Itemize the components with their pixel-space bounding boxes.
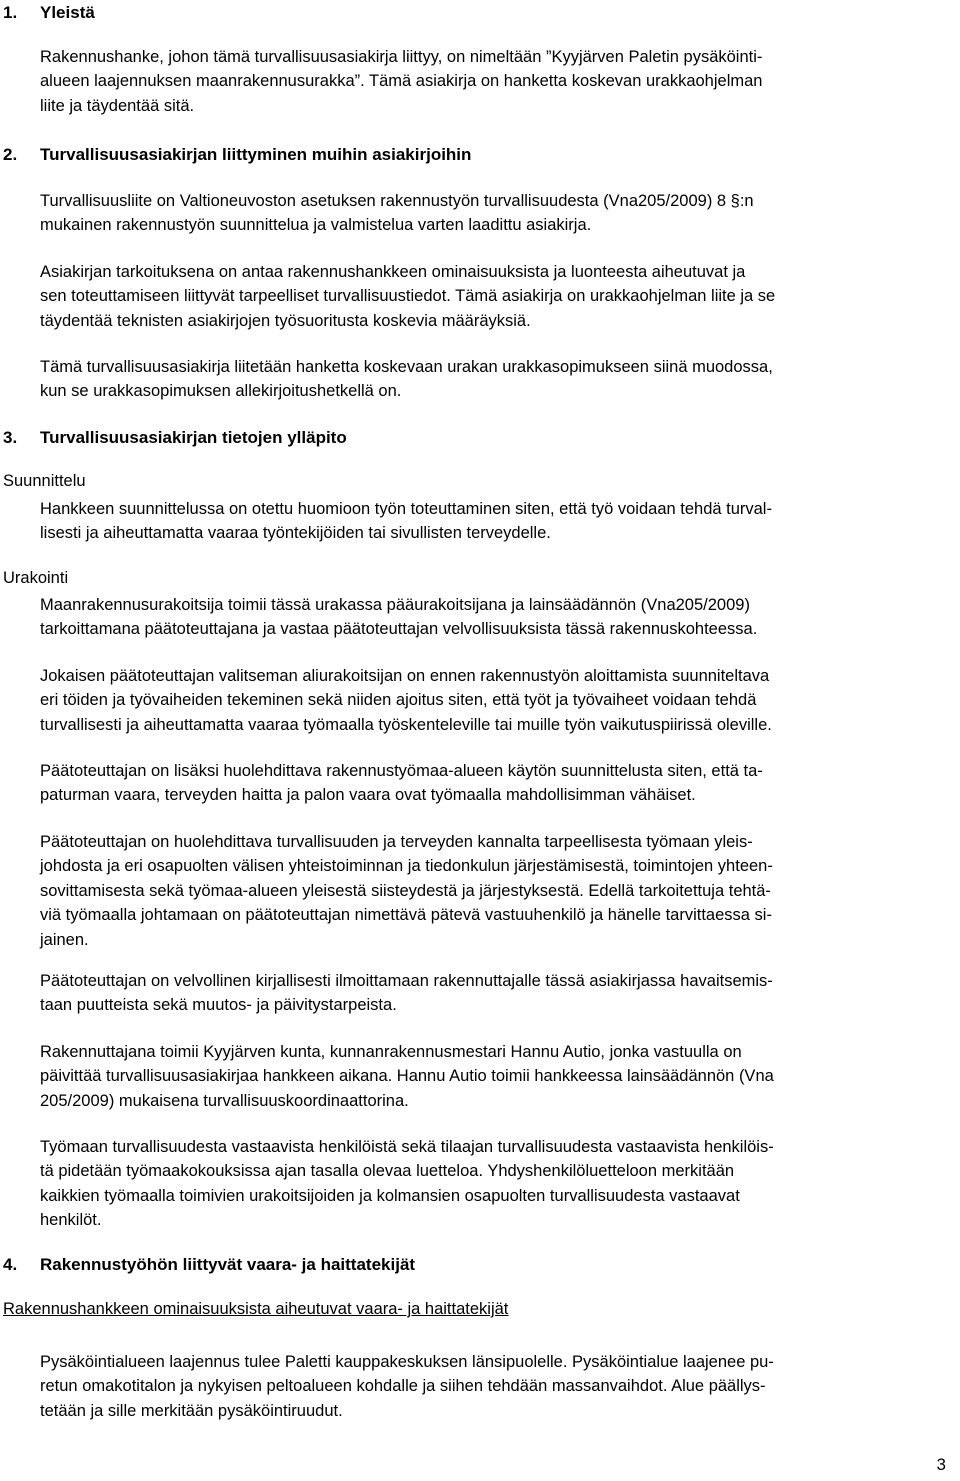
text-line: Päätoteuttajan on lisäksi huolehdittava rakennustyömaa-alueen käytön suunnittelusta siten, että ta- (40, 762, 763, 780)
text-line: sen toteuttamiseen liittyvät tarpeelliset turvallisuustiedot. Tämä asiakirja on urakkaohjelman liite ja se (40, 287, 776, 306)
text-line: lisesti ja aiheuttamatta vaaraa työntekijöiden tai sivullisten terveydelle. (40, 524, 551, 543)
section-number: 4. (3, 1255, 18, 1274)
section-2-paragraph-2 (40, 260, 775, 333)
section-title: Turvallisuusasiakirjan liittyminen muihin asiakirjoihin (40, 145, 472, 164)
text-line: täydentää teknisten asiakirjojen työsuoritusta koskevia määräyksiä. (40, 311, 531, 330)
text-line: taan puutteista sekä muutos- ja päivitystarpeista. (40, 996, 397, 1015)
text-line: Tämä turvallisuusasiakirja liitetään hanketta koskevaan urakan urakkasopimukseen siinä muodossa, (40, 358, 773, 376)
text-line: paturman vaara, terveyden haitta ja palon vaara ovat työmaalla mahdollisimman vähäiset. (40, 786, 696, 805)
text-line: Jokaisen päätoteuttajan valitseman aliurakoitsijan on ennen rakennustyön aloittamista suunniteltava (40, 667, 770, 685)
urakointi-paragraph-7 (40, 1135, 774, 1233)
section-title: Rakennustyöhön liittyvät vaara- ja haittatekijät (40, 1255, 416, 1274)
text-line: liite ja täydentää sitä. (40, 96, 195, 115)
text-line: Hankkeen suunnittelussa on otettu huomioon työn toteuttaminen siten, että työ voidaan tehdä turval- (40, 500, 772, 518)
text-line: eri töiden ja työvaiheiden tekeminen sekä niiden ajoitus siten, että työt ja työvaiheet voidaan tehdä (40, 691, 757, 710)
urakointi-paragraph-2 (40, 664, 772, 737)
urakointi-paragraph-6 (40, 1040, 774, 1113)
section-title: Turvallisuusasiakirjan tietojen ylläpito (40, 428, 347, 447)
urakointi-paragraph-3 (40, 759, 763, 808)
section-title: Yleistä (40, 3, 95, 22)
suunnittelu-paragraph (40, 497, 772, 546)
text-line: Päätoteuttajan on huolehdittava turvallisuuden ja terveyden kannalta tarpeellisesta työmaan yleis- (40, 833, 753, 851)
text-line: turvallisesti ja aiheuttamatta vaaraa työmaalla työskenteleville tai muille työn vaikutuspiirissä oleville. (40, 715, 772, 734)
text-line: Maanrakennusurakoitsija toimii tässä urakassa pääurakoitsijana ja lainsäädännön (Vna205/2009) (40, 596, 750, 614)
text-line: kun se urakkasopimuksen allekirjoitushetkellä on. (40, 382, 402, 401)
text-line: sovittamisesta sekä työmaa-alueen yleisestä siisteydestä ja järjestyksestä. Edellä tarkoitettuja tehtä- (40, 881, 771, 900)
text-line: Rakennuttajana toimii Kyyjärven kunta, kunnanrakennusmestari Hannu Autio, jonka vastuulla on (40, 1043, 742, 1061)
section-1-paragraph (40, 45, 762, 118)
text-line: Pysäköintialueen laajennus tulee Paletti kauppakeskuksen länsipuolelle. Pysäköintialue laajenee pu- (40, 1353, 774, 1371)
section-2-paragraph-3 (40, 355, 773, 404)
section-number: 3. (3, 428, 18, 447)
text-line: tetään ja sille merkitään pysäköintiruudut. (40, 1401, 343, 1420)
text-line: viä työmaalla johtamaan on päätoteuttajan nimettävä pätevä vastuuhenkilö ja hänelle tarvittaessa si- (40, 906, 772, 925)
text-line: Turvallisuusliite on Valtioneuvoston asetuksen rakennustyön turvallisuudesta (Vna205/2009) 8 §:n (40, 192, 754, 210)
text-line: Työmaan turvallisuudesta vastaavista henkilöistä sekä tilaajan turvallisuudesta vastaavista henkilöis- (40, 1138, 774, 1156)
text-line: jainen. (40, 930, 89, 949)
text-line: Päätoteuttajan on velvollinen kirjallisesti ilmoittamaan rakennuttajalle tässä asiakirjassa havaitsemis- (40, 972, 773, 990)
urakointi-paragraph-5 (40, 969, 773, 1018)
text-line: tarkoittamana päätoteuttajana ja vastaa päätoteuttajan velvollisuuksista tässä rakennuskohteessa. (40, 620, 758, 639)
section-2-paragraph-1 (40, 189, 754, 238)
text-line: Rakennushanke, johon tämä turvallisuusasiakirja liittyy, on nimeltään ”Kyyjärven Paletin pysäköinti- (40, 48, 763, 66)
urakointi-paragraph-1 (40, 593, 757, 642)
subsection-label-suunnittelu: Suunnittelu (3, 472, 86, 490)
text-line: henkilöt. (40, 1211, 102, 1230)
text-line: tä pidetään työmaakokouksissa ajan tasalla olevaa luetteloa. Yhdyshenkilöluetteloon merkitään (40, 1162, 735, 1181)
text-line: 205/2009) mukaisena turvallisuuskoordinaattorina. (40, 1091, 409, 1110)
text-line: päivittää turvallisuusasiakirjaa hankkeen aikana. Hannu Autio toimii hankkeessa lainsäädännön (Vna (40, 1067, 774, 1086)
page-number: 3 (936, 1455, 946, 1474)
text-line: Asiakirjan tarkoituksena on antaa rakennushankkeen ominaisuuksista ja luonteesta aiheutuvat ja (40, 263, 746, 281)
subsection-label-urakointi: Urakointi (3, 569, 69, 587)
text-line: johdosta ja eri osapuolten välisen yhteistoiminnan ja tiedonkulun järjestämisestä, toimintojen yhteen- (40, 857, 773, 876)
section-4-subheading: Rakennushankkeen ominaisuuksista aiheutuvat vaara- ja haittatekijät (3, 1300, 509, 1318)
text-line: alueen laajennuksen maanrakennusurakka”. Tämä asiakirja on hanketta koskevan urakkaohjelman (40, 72, 763, 91)
section-number: 1. (3, 3, 18, 22)
section-4-paragraph-1 (40, 1350, 774, 1423)
urakointi-paragraph-4 (40, 830, 773, 952)
text-line: kaikkien työmaalla toimivien urakoitsijoiden ja kolmansien osapuolten turvallisuudesta vastaavat (40, 1186, 740, 1205)
section-number: 2. (3, 145, 18, 164)
text-line: retun omakotitalon ja nykyisen peltoalueen kohdalle ja siihen tehdään massanvaihdot. Alue päällys- (40, 1377, 766, 1396)
text-line: mukainen rakennustyön suunnittelua ja valmistelua varten laadittu asiakirja. (40, 216, 592, 235)
